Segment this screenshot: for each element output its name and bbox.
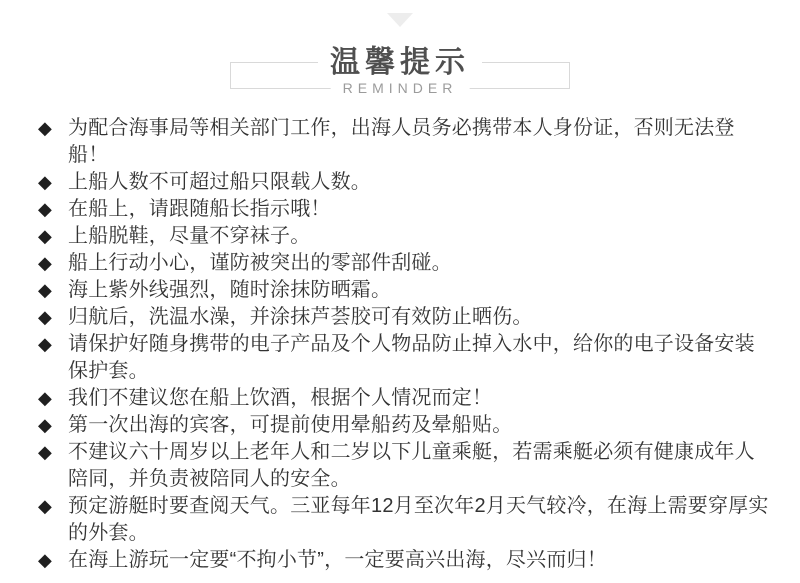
reminder-text: 上船脱鞋，尽量不穿袜子。 (68, 225, 311, 247)
list-item (38, 547, 770, 574)
diamond-bullet-icon: ◆ (38, 442, 52, 462)
list-item (38, 493, 770, 547)
reminder-text: 归航后，洗温水澡，并涂抹芦荟胶可有效防止晒伤。 (68, 306, 533, 328)
diamond-bullet-icon: ◆ (38, 118, 52, 138)
list-item (38, 412, 770, 439)
header-box (230, 46, 570, 96)
page-title: 温馨提示 (318, 48, 482, 78)
reminder-text: 船上行动小心，谨防被突出的零部件刮碰。 (68, 252, 452, 274)
reminder-text: 预定游艇时要查阅天气。三亚每年12月至次年2月天气较冷，在海上需要穿厚实的外套。 (68, 495, 769, 544)
reminder-text: 在海上游玩一定要“不拘小节”，一定要高兴出海，尽兴而归！ (68, 549, 607, 571)
list-item (38, 223, 770, 250)
reminder-list (38, 115, 770, 574)
reminder-text: 第一次出海的宾客，可提前使用晕船药及晕船贴。 (68, 414, 513, 436)
page-subtitle: REMINDER (331, 81, 470, 95)
diamond-bullet-icon: ◆ (38, 199, 52, 219)
reminder-text: 为配合海事局等相关部门工作，出海人员务必携带本人身份证，否则无法登船！ (68, 117, 735, 166)
diamond-bullet-icon: ◆ (38, 307, 52, 327)
triangle-down-icon (387, 13, 413, 27)
reminder-text: 不建议六十周岁以上老年人和二岁以下儿童乘艇，若需乘艇必须有健康成年人陪同，并负责被陪同人的安全。 (68, 441, 755, 490)
diamond-bullet-icon: ◆ (38, 172, 52, 192)
list-item (38, 304, 770, 331)
list-item (38, 277, 770, 304)
diamond-bullet-icon: ◆ (38, 334, 52, 354)
list-item (38, 250, 770, 277)
list-item (38, 331, 770, 385)
list-item (38, 385, 770, 412)
reminder-text: 在船上，请跟随船长指示哦！ (68, 198, 331, 220)
list-item (38, 115, 770, 169)
reminder-text: 我们不建议您在船上饮酒，根据个人情况而定！ (68, 387, 493, 409)
reminder-text: 请保护好随身携带的电子产品及个人物品防止掉入水中，给你的电子设备安装保护套。 (68, 333, 755, 382)
diamond-bullet-icon: ◆ (38, 388, 52, 408)
list-item (38, 196, 770, 223)
diamond-bullet-icon: ◆ (38, 253, 52, 273)
list-item (38, 439, 770, 493)
diamond-bullet-icon: ◆ (38, 550, 52, 570)
reminder-text: 上船人数不可超过船只限载人数。 (68, 171, 371, 193)
list-item (38, 169, 770, 196)
diamond-bullet-icon: ◆ (38, 280, 52, 300)
diamond-bullet-icon: ◆ (38, 415, 52, 435)
diamond-bullet-icon: ◆ (38, 496, 52, 516)
reminder-page (0, 13, 800, 583)
diamond-bullet-icon: ◆ (38, 226, 52, 246)
reminder-text: 海上紫外线强烈，随时涂抹防晒霜。 (68, 279, 392, 301)
